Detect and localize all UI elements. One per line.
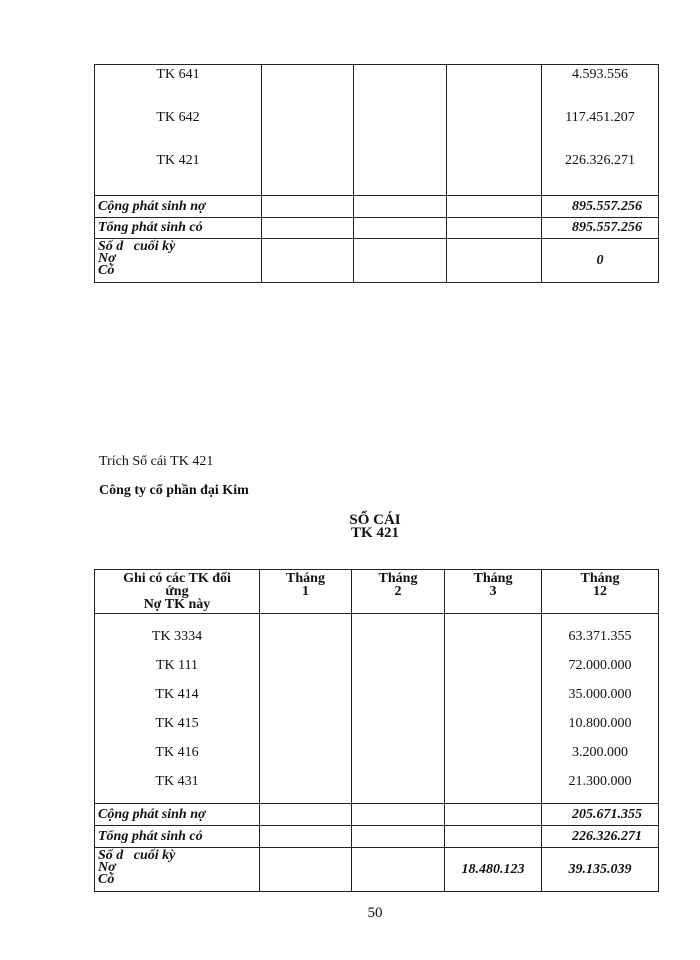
- ledger-title: SỔ CÁI TK 421: [349, 512, 401, 541]
- account-cell: TK 3334 TK 111 TK 414 TK 415 TK 416 TK 431: [95, 614, 260, 804]
- excerpt-title: Trích Sổ cái TK 421: [99, 454, 214, 469]
- debit-total-row: Cộng phát sinh nợ 895.557.256: [95, 196, 659, 218]
- company-name: Công ty cổ phần đại Kim: [99, 483, 249, 498]
- contra-account-header: Ghi có các TK đối ứng Nợ TK này: [95, 570, 260, 614]
- ledger-tk421-table: [94, 569, 659, 892]
- month-3-header: Tháng 3: [445, 570, 542, 614]
- page-number: 50: [367, 905, 383, 921]
- table-row: [95, 65, 659, 196]
- debit-total-row: Cộng phát sinh nợ 205.671.355: [95, 804, 659, 826]
- month-12-header: Tháng 12: [542, 570, 659, 614]
- credit-total-row: Tổng phát sinh có 895.557.256: [95, 218, 659, 239]
- account-cell: TK 641 TK 642 TK 421: [95, 65, 262, 196]
- month-1-header: Tháng 1: [260, 570, 352, 614]
- month-2-header: Tháng 2: [352, 570, 445, 614]
- credit-total-row: Tổng phát sinh có 226.326.271: [95, 826, 659, 848]
- amount-cell: 4.593.556 117.451.207 226.326.271: [542, 65, 659, 196]
- closing-balance-row: Số d cuối kỳ Nợ Có 0: [95, 239, 659, 283]
- top-ledger-table: [94, 64, 659, 283]
- closing-balance-row: Số d cuối kỳ Nợ Có 18.480.123 39.135.039: [95, 848, 659, 892]
- header-row: [95, 570, 659, 614]
- amount-cell: 63.371.355 72.000.000 35.000.000 10.800.000 3.200.000 21.300.000: [542, 614, 659, 804]
- table-row: [95, 614, 659, 804]
